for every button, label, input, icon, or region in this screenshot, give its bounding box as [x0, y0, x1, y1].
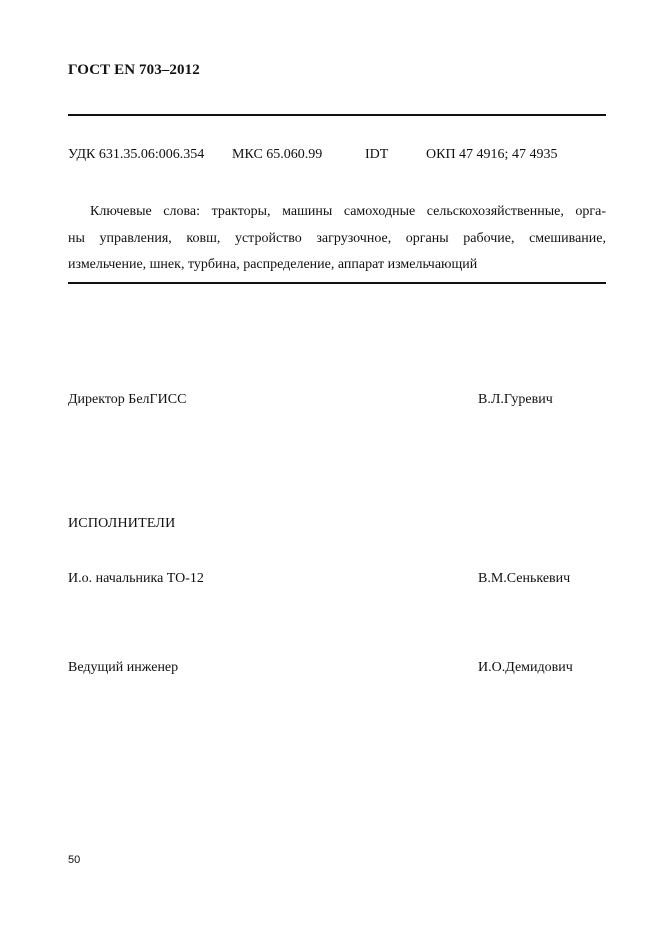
director-name: В.Л.Гуревич: [478, 392, 553, 407]
keywords-line: измельчение, шнек, турбина, распределение, аппарат измельчающий: [68, 257, 478, 272]
keywords-line: Ключевые слова: тракторы, машины самоходные сельскохозяйственные, орга-: [90, 204, 606, 219]
keywords-paragraph: [68, 199, 606, 279]
document-title: ГОСТ EN 703–2012: [68, 62, 200, 78]
executors-heading: ИСПОЛНИТЕЛИ: [68, 516, 176, 531]
mks-code: МКС 65.060.99: [232, 147, 323, 162]
keywords-line: ны управления, ковш, устройство загрузочное, органы рабочие, смешивание,: [68, 230, 606, 246]
top-divider: [68, 114, 606, 116]
engineer-signature-row: [68, 660, 606, 680]
chief-name: В.М.Сенькевич: [478, 571, 571, 586]
classification-codes: [68, 147, 606, 167]
idt-code: IDT: [365, 147, 389, 162]
page-number: 50: [68, 854, 81, 866]
chief-role: И.о. начальника ТО-12: [68, 571, 204, 586]
chief-signature-row: [68, 571, 606, 591]
director-signature-row: [68, 392, 606, 412]
engineer-name: И.О.Демидович: [478, 660, 573, 675]
engineer-role: Ведущий инженер: [68, 660, 179, 675]
bottom-divider: [68, 282, 606, 284]
udk-code: УДК 631.35.06:006.354: [68, 147, 205, 162]
okp-code: ОКП 47 4916; 47 4935: [426, 147, 558, 162]
director-role: Директор БелГИСС: [68, 392, 187, 407]
